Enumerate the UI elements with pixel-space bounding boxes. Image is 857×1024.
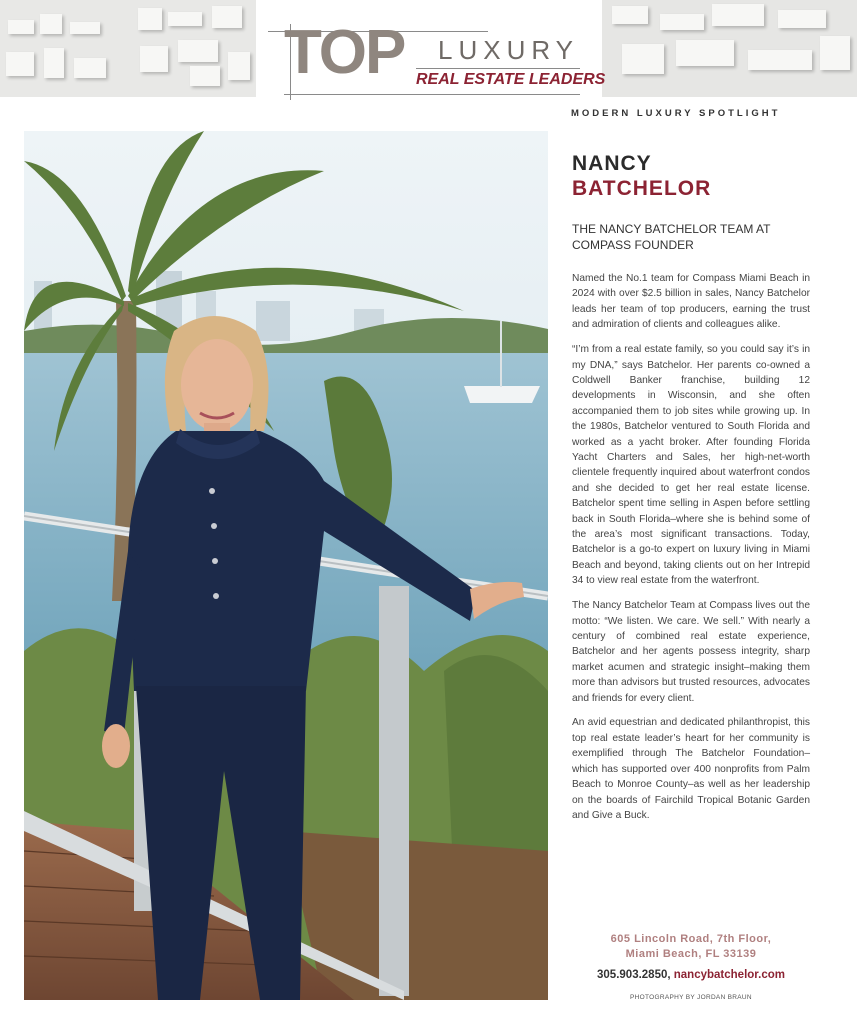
photo-credit: PHOTOGRAPHY BY JORDAN BRAUN: [630, 994, 752, 1001]
paragraph: Named the No.1 team for Compass Miami Beach in 2024 with over $2.5 billion in sales, Nancy Batchelor leads her team of top producers, earning the trust and admiration of clients and colleagues alike.: [572, 273, 810, 331]
header-architecture-image-right: [602, 0, 857, 97]
header-architecture-image-left: [0, 0, 256, 97]
logo-top-text: TOP: [284, 18, 405, 87]
article-body: [572, 271, 810, 833]
paragraph: “I’m from a real estate family, so you could say it’s in my DNA,” says Batchelor. Her parents co-owned a Coldwell Banker franchise, building 12 developments in Wisconsin, and she often accompanied them to job sites while growing up. In the 1980s, Batchelor ventured to South Florida and worked as a yacht broker. After founding Florida Yacht Charters and Sales, her high-net-worth clientele frequently inquired about waterfront condos and she decided to get her real estate license. Batchelor spent time selling in Aspen before settling back in South Florida–where she is behind some of the area’s most significant transactions. Today, Batchelor is a go-to expert on luxury living in Miami Beach and beyond, taking clients out on her Intrepid 34 to view real estate from the waterfront.: [572, 344, 810, 587]
logo-rule: [284, 94, 580, 95]
phone-number[interactable]: 305.903.2850,: [597, 969, 671, 981]
logo-rule: [416, 68, 580, 69]
contact-line: [572, 969, 810, 981]
section-label: MODERN LUXURY SPOTLIGHT: [571, 108, 781, 119]
paragraph: An avid equestrian and dedicated philanthropist, this top real estate leader’s heart for her community is exemplified through The Batchelor Foundation–which has supported over 400 nonprofits from Palm Beach to Monroe County–as well as her leadership on the boards of Fairchild Tropical Botanic Garden and Give a Buck.: [572, 717, 810, 821]
headline-first-name: NANCY: [572, 152, 652, 175]
subtitle: THE NANCY BATCHELOR TEAM AT COMPASS FOUNDER: [572, 222, 771, 252]
address-line: 605 Lincoln Road, 7th Floor,: [610, 933, 772, 945]
paragraph: The Nancy Batchelor Team at Compass lives out the motto: “We listen. We care. We sell.” With nearly a century of combined real estate experience, Batchelor and her agents possess integrity, sharp market acumen and strategic insight–making them more than advisors but trusted resources, advocates and friends for every client.: [572, 600, 810, 704]
address: [572, 932, 810, 962]
address-line: Miami Beach, FL 33139: [625, 948, 757, 960]
website-link[interactable]: nancybatchelor.com: [673, 969, 785, 981]
portrait-photo: [24, 131, 548, 1000]
top-luxury-logo: [256, 0, 606, 97]
logo-tagline: REAL ESTATE LEADERS: [416, 71, 606, 88]
logo-luxury-text: LUXURY: [438, 35, 580, 65]
headline-last-name: BATCHELOR: [572, 177, 712, 200]
